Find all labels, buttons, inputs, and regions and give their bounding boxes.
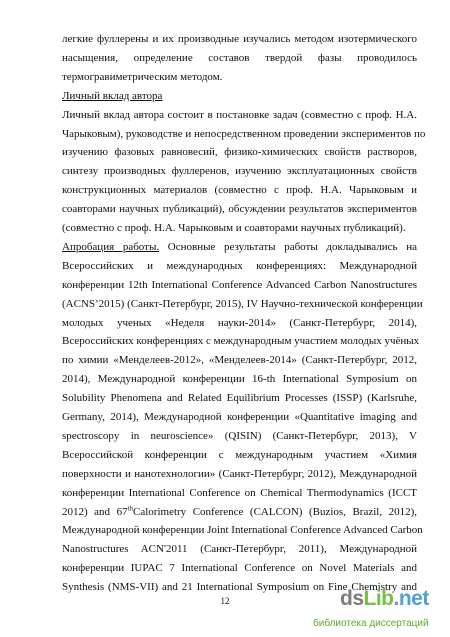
- page-number: 12: [220, 596, 230, 606]
- text-line: Апробация работы. Основные результаты работы докладывались на: [62, 240, 417, 253]
- logo-net: .net: [393, 587, 429, 610]
- text-line: по химии «Менделеев-2012», «Менделеев-2014» (Санкт-Петербург, 2012,: [62, 354, 417, 367]
- text-line: конференции IUPAC 7 International Conference on Novel Materials and: [62, 562, 417, 575]
- logo-ds: ds: [340, 587, 364, 610]
- text-line: Международной конференции Joint International Conference Advanced Carbon: [62, 524, 423, 537]
- text-line: Личный вклад автора состоит в постановке задач (совместно с проф. Н.А.: [62, 108, 417, 121]
- text-line: spectroscopy in neuroscience» (QISIN) (Санкт-Петербург, 2013), V: [62, 429, 417, 442]
- text-line: молодых ученых «Неделя науки-2014» (Санкт-Петербург, 2014),: [62, 316, 417, 329]
- text-line: Всероссийской конференции с международным участием «Химия: [62, 448, 417, 461]
- logo-lib: Lib: [363, 587, 394, 610]
- logo-subtitle: библиотека диссертаций: [313, 618, 429, 629]
- text-line: изучению фазовых равновесий, физико-химических свойств растворов,: [62, 146, 417, 159]
- text-line: насыщения, определение составов твердой фазы проводилось: [62, 51, 417, 64]
- text-line: (совместно с проф. Н.А. Чарыковым и соавторами научных публикаций).: [62, 222, 406, 234]
- text-line: Solubility Phenomena and Related Equilibrium Processes (ISSP) (Karlsruhe,: [62, 392, 417, 405]
- text-line: Germany, 2014), Международной конференции «Quantitative imaging and: [62, 411, 417, 423]
- text-line: конференции 12th International Conference Advanced Carbon Nanostructures: [62, 278, 417, 291]
- text-line: Чарыковым), руководстве и непосредственном проведении экспериментов по: [62, 127, 426, 140]
- text-line: Synthesis (NMS-VII) and 21 International Symposium on Fine Chemistry and: [62, 581, 417, 594]
- text-line: легкие фуллерены и их производные изучались методом изотермического: [62, 33, 417, 45]
- text-line: 2014), Международной конференции 16-th International Symposium on: [62, 373, 417, 386]
- dslib-logo[interactable]: [340, 588, 450, 610]
- section-heading: Личный вклад автора: [62, 89, 163, 102]
- text-line: 2012) and 67thCalorimetry Conference (CALCON) (Buzios, Brazil, 2012),: [62, 503, 418, 518]
- text-line: Nanostructures ACN'2011 (Санкт-Петербург, 2011), Международной: [62, 543, 417, 556]
- text-line: термогравиметрическим методом.: [62, 70, 223, 83]
- text-line: поверхности и нанотехнологии» (Санкт-Петербург, 2012), Международной: [62, 467, 417, 480]
- text-line: конференции International Conference on Chemical Thermodynamics (ICCT: [62, 486, 417, 499]
- text-line: (ACNS’2015) (Санкт-Петербург, 2015), IV Научно-технической конференции: [62, 297, 423, 310]
- text-line: синтезу производных фуллеренов, изучению эксплуатационных свойств: [62, 165, 417, 178]
- text-line: Всероссийских конференциях с международным участием молодых учёных: [62, 335, 420, 348]
- text-line: конструкционных материалов (совместно с проф. Н.А. Чарыковым и: [62, 184, 417, 197]
- text-line: Всероссийских и международных конференциях: Международной: [62, 259, 417, 272]
- text-line: соавторами научных публикаций), обсуждении результатов экспериментов: [62, 203, 417, 216]
